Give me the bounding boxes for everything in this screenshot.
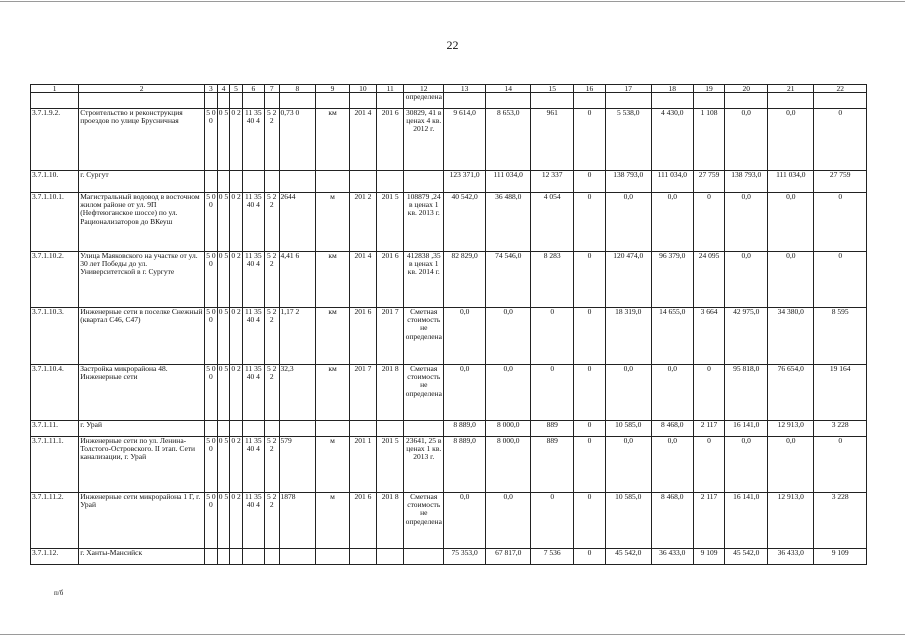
cell-c11: 201 8 [377,493,404,549]
cell-c16: 0 [574,365,605,421]
cell-c20: 138 793,0 [725,171,768,193]
cell-c14: 8 653,0 [486,109,531,171]
cell-c21: 12 913,0 [768,493,814,549]
cell-c6 [242,93,264,109]
cell-c8: 4,41 6 [279,252,316,308]
cell-c5: 0 2 [230,365,243,421]
table-row [31,308,867,365]
cell-c12: 23641, 25 в ценах 1 кв. 2013 г. [404,437,444,493]
cell-name: Строительство и реконструкция проездов по улице Брусничная [79,109,205,171]
cell-c3: 5 0 0 [205,252,218,308]
cell-c11: 201 8 [377,365,404,421]
cell-c20: 95 818,0 [725,365,768,421]
cell-c18: 4 430,0 [651,109,693,171]
cell-c20: 16 141,0 [725,493,768,549]
cell-c6: 11 35 40 4 [242,437,264,493]
cell-c14: 67 817,0 [486,549,531,565]
cell-c6: 11 35 40 4 [242,493,264,549]
cell-c14: 0,0 [486,493,531,549]
column-header-3: 3 [205,85,218,93]
cell-c22: 8 595 [814,308,867,365]
cell-c9: м [316,437,350,493]
cell-c19: 0 [693,193,724,252]
group-row [31,171,867,193]
cell-c11 [377,421,404,437]
cell-c4: 0 5 [217,308,230,365]
cell-c14: 0,0 [486,308,531,365]
cell-c8 [279,93,316,109]
cell-c3: 5 0 0 [205,493,218,549]
cell-c10: 201 6 [349,493,376,549]
column-header-19: 19 [693,85,724,93]
cell-c6: 11 35 40 4 [242,365,264,421]
cell-c5: 0 2 [230,193,243,252]
cell-c10: 201 7 [349,365,376,421]
table-row [31,252,867,308]
cell-c5 [230,421,243,437]
cell-c6: 11 35 40 4 [242,252,264,308]
cell-name: г. Ханты-Мансийск [79,549,205,565]
cell-c12: Сметная стоимость не определена [404,365,444,421]
cell-c9 [316,171,350,193]
table-row [31,109,867,171]
cell-c7: 5 2 2 [264,493,279,549]
cell-c7: 5 2 2 [264,193,279,252]
cell-c4: 0 5 [217,193,230,252]
cell-c8: 2644 [279,193,316,252]
cell-c12: Сметная стоимость не определена [404,493,444,549]
column-header-17: 17 [605,85,651,93]
cell-c9: км [316,109,350,171]
cell-c14: 111 034,0 [486,171,531,193]
cell-c15 [531,93,574,109]
cell-c13: 75 353,0 [444,549,486,565]
cell-c15: 12 337 [531,171,574,193]
cell-c13 [444,93,486,109]
column-header-1: 1 [31,85,79,93]
cell-c12: 30829, 41 в ценах 4 кв. 2012 г. [404,109,444,171]
cell-c17: 10 585,0 [605,421,651,437]
cell-c22 [814,93,867,109]
cell-c19: 2 117 [693,493,724,549]
cell-c5 [230,93,243,109]
cell-c7: 5 2 2 [264,252,279,308]
cell-c9 [316,421,350,437]
cell-c11 [377,93,404,109]
cell-c10 [349,93,376,109]
cell-name: г. Урай [79,421,205,437]
cell-c8: 579 [279,437,316,493]
cell-c18: 14 655,0 [651,308,693,365]
cell-c20 [725,93,768,109]
cell-name: Застройка микрорайона 48. Инженерные сети [79,365,205,421]
cell-c7: 5 2 2 [264,365,279,421]
cell-c17: 120 474,0 [605,252,651,308]
column-header-5: 5 [230,85,243,93]
cell-c10: 201 2 [349,193,376,252]
cell-c7: 5 2 2 [264,109,279,171]
cell-c6: 11 35 40 4 [242,308,264,365]
cell-c17: 0,0 [605,365,651,421]
scan-bottom-edge [0,634,905,635]
cell-c5 [230,549,243,565]
continued-row [31,93,867,109]
cell-c7: 5 2 2 [264,437,279,493]
cell-c21: 111 034,0 [768,171,814,193]
cell-c18: 111 034,0 [651,171,693,193]
cell-c12 [404,421,444,437]
cell-c9: м [316,193,350,252]
cell-c5: 0 2 [230,437,243,493]
cell-c19: 27 759 [693,171,724,193]
cell-c21: 12 913,0 [768,421,814,437]
cell-c18: 8 468,0 [651,421,693,437]
cell-c15: 961 [531,109,574,171]
cell-c22: 19 164 [814,365,867,421]
cell-code [31,93,79,109]
cell-name: г. Сургут [79,171,205,193]
cell-c15: 4 054 [531,193,574,252]
cell-c3: 5 0 0 [205,109,218,171]
cell-c16: 0 [574,193,605,252]
column-header-10: 10 [349,85,376,93]
column-header-12: 12 [404,85,444,93]
cell-c16: 0 [574,308,605,365]
column-header-22: 22 [814,85,867,93]
cell-code: 3.7.1.11. [31,421,79,437]
cell-c17: 5 538,0 [605,109,651,171]
cell-c19: 1 108 [693,109,724,171]
cell-c17: 10 585,0 [605,493,651,549]
cell-code: 3.7.1.10.4. [31,365,79,421]
column-header-9: 9 [316,85,350,93]
cell-c4: 0 5 [217,365,230,421]
cell-c15: 0 [531,308,574,365]
cell-c12: 412838 ,35 в ценах 1 кв. 2014 г. [404,252,444,308]
column-header-16: 16 [574,85,605,93]
cell-c22: 27 759 [814,171,867,193]
cell-c4 [217,93,230,109]
cell-c16 [574,93,605,109]
cell-c9: км [316,252,350,308]
cell-c11 [377,549,404,565]
cell-c13: 8 889,0 [444,421,486,437]
cell-c16: 0 [574,549,605,565]
cell-name: Улица Маяковского на участке от ул. 30 лет Победы до ул. Университетской в г. Сургуте [79,252,205,308]
cell-c16: 0 [574,252,605,308]
cell-c4: 0 5 [217,252,230,308]
cell-c11: 201 6 [377,109,404,171]
cell-c4: 0 5 [217,437,230,493]
cell-c21: 0,0 [768,437,814,493]
cell-c17: 45 542,0 [605,549,651,565]
cell-c7 [264,421,279,437]
cell-c16: 0 [574,493,605,549]
cell-c12: Сметная стоимость не определена [404,308,444,365]
cell-c9: км [316,308,350,365]
cell-c4 [217,549,230,565]
cell-c21: 0,0 [768,193,814,252]
cell-c21: 76 654,0 [768,365,814,421]
cell-c6 [242,549,264,565]
group-row [31,421,867,437]
cell-c12 [404,549,444,565]
cell-c18: 8 468,0 [651,493,693,549]
cell-code: 3.7.1.10.3. [31,308,79,365]
cell-c17: 0,0 [605,193,651,252]
scan-top-edge [0,1,905,2]
cell-name: Магистральный водовод в восточном жилом районе от ул. 9П (Нефтеюганское шоссе) по ул. Рационализаторов до ВКеуш [79,193,205,252]
cell-c11: 201 5 [377,437,404,493]
cell-c9 [316,549,350,565]
cell-name [79,93,205,109]
cell-c3 [205,421,218,437]
cell-c3: 5 0 0 [205,437,218,493]
cell-c14 [486,93,531,109]
cell-code: 3.7.1.10.2. [31,252,79,308]
cell-c16: 0 [574,109,605,171]
cell-c6 [242,171,264,193]
cell-c10 [349,549,376,565]
cell-c19: 0 [693,365,724,421]
cell-c20: 42 975,0 [725,308,768,365]
cell-c13: 0,0 [444,493,486,549]
column-header-20: 20 [725,85,768,93]
cell-c13: 0,0 [444,308,486,365]
cell-c19: 24 095 [693,252,724,308]
cell-c12 [404,171,444,193]
cell-c9: км [316,365,350,421]
cell-c8: 1,17 2 [279,308,316,365]
cell-c7 [264,93,279,109]
cell-c4 [217,421,230,437]
cell-name: Инженерные сети микрорайона 1 Г, г. Урай [79,493,205,549]
cell-c8 [279,549,316,565]
cell-c14: 36 488,0 [486,193,531,252]
column-header-7: 7 [264,85,279,93]
cell-c11 [377,171,404,193]
cell-c19: 3 664 [693,308,724,365]
cell-c20: 16 141,0 [725,421,768,437]
cell-c21 [768,93,814,109]
cell-c10: 201 4 [349,109,376,171]
cell-c13: 0,0 [444,365,486,421]
cell-c5: 0 2 [230,308,243,365]
cell-c16: 0 [574,421,605,437]
column-header-11: 11 [377,85,404,93]
cell-c21: 0,0 [768,109,814,171]
cell-c13: 40 542,0 [444,193,486,252]
cell-c20: 0,0 [725,109,768,171]
cell-c20: 45 542,0 [725,549,768,565]
cell-c3: 5 0 0 [205,193,218,252]
budget-table [30,84,867,565]
cell-code: 3.7.1.10. [31,171,79,193]
cell-c10: 201 6 [349,308,376,365]
cell-c6: 11 35 40 4 [242,193,264,252]
cell-c21: 36 433,0 [768,549,814,565]
page-number: 22 [446,38,459,52]
table-row [31,193,867,252]
cell-c11: 201 6 [377,252,404,308]
cell-c22: 0 [814,193,867,252]
cell-c12: 108879 ,24 в ценах 1 кв. 2013 г. [404,193,444,252]
header-row [31,85,867,93]
cell-c22: 3 228 [814,493,867,549]
column-header-14: 14 [486,85,531,93]
cell-c15: 0 [531,365,574,421]
cell-c18: 96 379,0 [651,252,693,308]
cell-c19: 0 [693,437,724,493]
cell-c16: 0 [574,171,605,193]
cell-c3 [205,549,218,565]
cell-c21: 0,0 [768,252,814,308]
cell-c15: 889 [531,437,574,493]
cell-c21: 34 380,0 [768,308,814,365]
cell-c15: 7 536 [531,549,574,565]
cell-c14: 74 546,0 [486,252,531,308]
cell-c11: 201 5 [377,193,404,252]
cell-c8 [279,421,316,437]
cell-c6: 11 35 40 4 [242,109,264,171]
cell-c4: 0 5 [217,109,230,171]
cell-c15: 8 283 [531,252,574,308]
cell-c5: 0 2 [230,109,243,171]
cell-c4 [217,171,230,193]
cell-c12: определена [404,93,444,109]
column-header-6: 6 [242,85,264,93]
cell-c8 [279,171,316,193]
cell-c17: 18 319,0 [605,308,651,365]
cell-c3: 5 0 0 [205,308,218,365]
cell-c15: 889 [531,421,574,437]
table-row [31,365,867,421]
cell-c14: 8 000,0 [486,437,531,493]
cell-code: 3.7.1.11.1. [31,437,79,493]
cell-c20: 0,0 [725,252,768,308]
cell-c18: 0,0 [651,437,693,493]
cell-c18: 36 433,0 [651,549,693,565]
cell-c6 [242,421,264,437]
cell-c10: 201 4 [349,252,376,308]
cell-c15: 0 [531,493,574,549]
cell-c14: 8 000,0 [486,421,531,437]
table-body [31,93,867,565]
cell-name: Инженерные сети по ул. Ленина-Толстого-Островского. II этап. Сети канализации, г. Урай [79,437,205,493]
column-header-21: 21 [768,85,814,93]
cell-c5 [230,171,243,193]
cell-code: 3.7.1.11.2. [31,493,79,549]
cell-c11: 201 7 [377,308,404,365]
cell-c13: 82 829,0 [444,252,486,308]
cell-c5: 0 2 [230,252,243,308]
cell-code: 3.7.1.10.1. [31,193,79,252]
cell-c9: м [316,493,350,549]
cell-c22: 0 [814,437,867,493]
cell-c19: 9 109 [693,549,724,565]
table-row [31,493,867,549]
cell-c3 [205,93,218,109]
column-header-8: 8 [279,85,316,93]
cell-name: Инженерные сети в поселке Снежный (квартал С46, С47) [79,308,205,365]
cell-c22: 9 109 [814,549,867,565]
cell-c22: 0 [814,109,867,171]
cell-c19: 2 117 [693,421,724,437]
cell-code: 3.7.1.12. [31,549,79,565]
column-header-15: 15 [531,85,574,93]
cell-c14: 0,0 [486,365,531,421]
group-row [31,549,867,565]
cell-c22: 0 [814,252,867,308]
table-row [31,437,867,493]
footer-mark: п/б [54,589,64,597]
cell-c10 [349,171,376,193]
column-header-2: 2 [79,85,205,93]
column-header-18: 18 [651,85,693,93]
cell-c16: 0 [574,437,605,493]
cell-c7: 5 2 2 [264,308,279,365]
cell-c20: 0,0 [725,437,768,493]
cell-c8: 32,3 [279,365,316,421]
cell-c22: 3 228 [814,421,867,437]
cell-c7 [264,549,279,565]
cell-c8: 1878 [279,493,316,549]
cell-c18: 0,0 [651,193,693,252]
column-header-13: 13 [444,85,486,93]
cell-c19 [693,93,724,109]
column-header-4: 4 [217,85,230,93]
cell-c3 [205,171,218,193]
cell-c8: 0,73 0 [279,109,316,171]
cell-c10 [349,421,376,437]
cell-c10: 201 1 [349,437,376,493]
cell-c17 [605,93,651,109]
cell-c13: 8 889,0 [444,437,486,493]
cell-c17: 138 793,0 [605,171,651,193]
cell-c17: 0,0 [605,437,651,493]
cell-c13: 123 371,0 [444,171,486,193]
cell-c7 [264,171,279,193]
cell-c4: 0 5 [217,493,230,549]
cell-c3: 5 0 0 [205,365,218,421]
cell-code: 3.7.1.9.2. [31,109,79,171]
cell-c5: 0 2 [230,493,243,549]
cell-c20: 0,0 [725,193,768,252]
cell-c13: 9 614,0 [444,109,486,171]
cell-c9 [316,93,350,109]
cell-c18: 0,0 [651,365,693,421]
cell-c18 [651,93,693,109]
